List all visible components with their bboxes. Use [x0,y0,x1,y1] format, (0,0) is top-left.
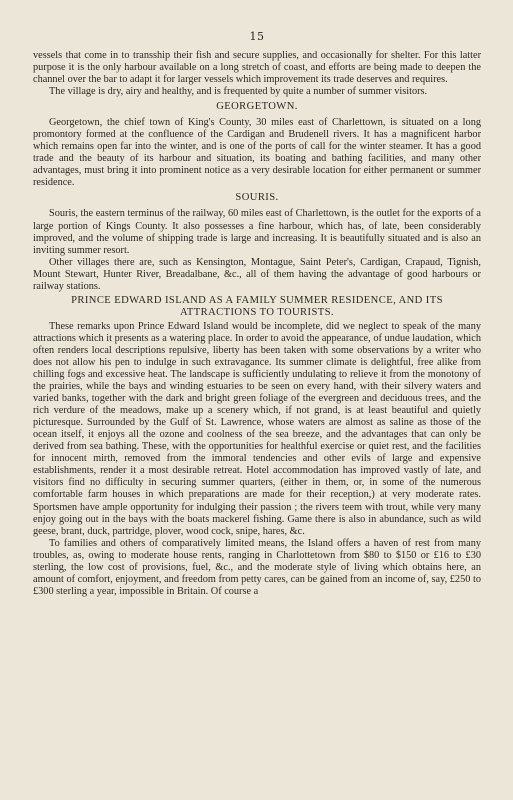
section-intro [33,50,481,98]
section-heading-georgetown: GEORGETOWN. [216,101,298,113]
section-summer-residence [33,295,481,598]
paragraph: These remarks upon Prince Edward Island would be incomplete, did we neglect to speak of the many attractions which it presents as a watering place. In order to avoid the appearance, of undue laudation, which often renders local descriptions repulsive, liberty has been taken with some observations by a writer who does not allow his pen to indulge in such extravagance. Its summer climate is delightful, free alike from chilling fogs and excessive heat. The landscape is sufficiently undulating to relieve it from the monotony of the prairies, while the bays and winding estuaries to be seen on every hand, with their silvery waters and varied banks, together with the dark and bright green foliage of the evergreen and deciduous trees, and the rich verdure of the meadows, make up a scenery which, if not grand, is at least beautiful and quietly picturesque. Surrounded by the Gulf of St. Lawrence, whose waters are almost as saline as those of the ocean itself, it enjoys all the ozone and coolness of the sea breeze, and the advantages that can only be derived from sea bathing. These, with the opportunities for healthful exercise or quiet rest, and the facilities for innocent mirth, removed from the immoral tendencies and other evils of large and expensive establishments, render it a most desirable retreat. Hotel accommodation has improved vastly of late, and visitors find no difficulty in securing summer quarters, (either in them, or, in some of the numerous comfortable farm houses in which preparations are made for their reception,) at very moderate rates. Sportsmen have ample opportunity for indulging their passion ; the rivers teem with trout, while very many enjoy going out in the bays with the boats mackerel fishing. Game there is also in abundance, such as wild geese, brant, duck, partridge, plover, wood cock, snipe, hares, &c. [33,320,481,537]
paragraph: To families and others of comparatively limited means, the Island offers a haven of rest from many troubles, as, owing to moderate house rents, ranging in Charlottetown from $80 to $150 or £16 to £30 sterling, the low cost of provisions, fuel, &c., and the moderate style of living which obtains here, an amount of comfort, enjoyment, and freedom from petty cares, can be gained from an income of, say, £250 to £300 sterling a year, impossible in Britain. Of course a [33,537,481,597]
page-number: 15 [249,30,265,43]
section-souris [33,192,481,292]
paragraph: The village is dry, airy and healthy, and is frequented by quite a number of summer visitors. [49,86,428,98]
paragraph: Other villages there are, such as Kensington, Montague, Saint Peter's, Cardigan, Crapaud, Tignish, Mount Stewart, Hunter River, Breadalbane, &c., all of them having the advantage of good harbours or railway stations. [33,256,481,292]
paragraph: Souris, the eastern terminus of the railway, 60 miles east of Charlettown, is the outlet for the exports of a large portion of Kings County. It also possesses a fine harbour, which has, of late, been considerably improved, and the volume of shipping trade is large and increasing. It is beautifully situated and is also an inviting summer resort. [33,208,481,256]
section-heading-souris: SOURIS. [235,192,279,204]
section-georgetown [33,101,481,189]
paragraph: vessels that come in to transship their fish and secure supplies, and occasionally for shelter. For this latter purpose it is the only harbour available on a long stretch of coast, and efforts are being made to deepen the channel over the bar to adapt it for larger vessels which improvement its trade deserves and requires. [33,50,481,86]
paragraph: Georgetown, the chief town of King's County, 30 miles east of Charlettown, is situated on a long promontory formed at the confluence of the Cardigan and Brudenell rivers. It has a magnificent harbor which remains open far into the winter, and is one of the ports of call for the winter steamer. It has a good trade and the beauty of its harbour and situation, its boating and bathing facilities, and many other advantages, must bring it into prominent notice as a very desirable location for either permanent or summer residence. [33,117,481,189]
section-heading-summer-residence: PRINCE EDWARD ISLAND AS A FAMILY SUMMER RESIDENCE, AND ITS ATTRACTIONS TO TOURISTS. [71,294,443,318]
